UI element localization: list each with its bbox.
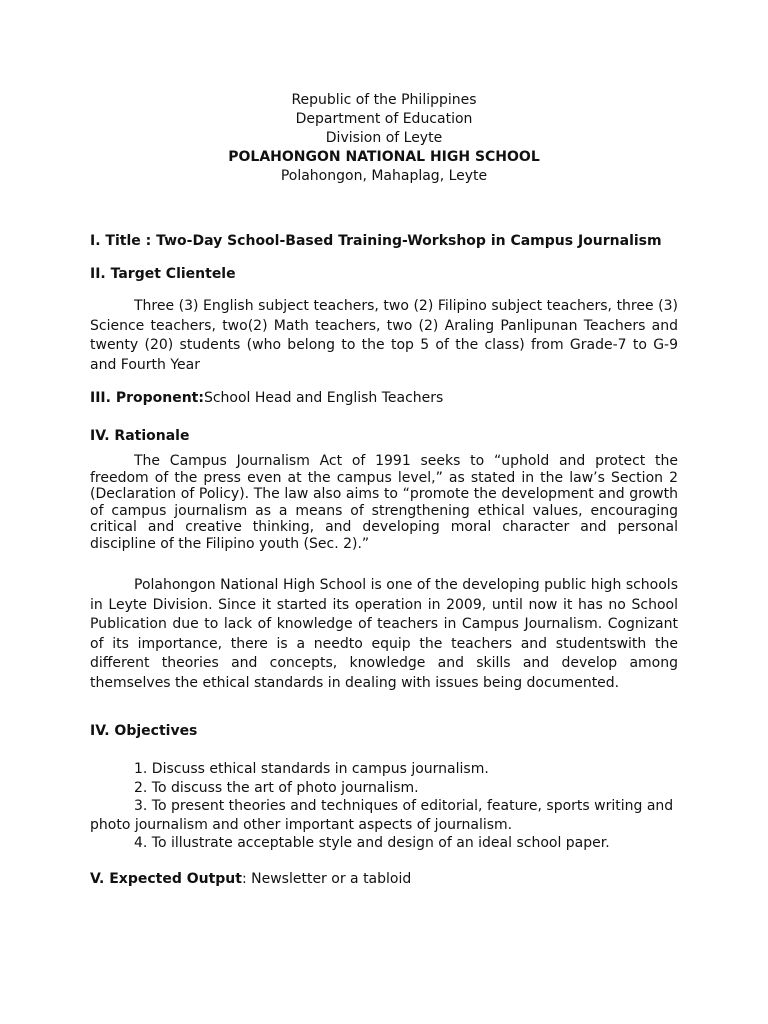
section-rationale-heading: IV. Rationale	[90, 428, 190, 444]
document-body	[90, 232, 678, 889]
proponent-label: III. Proponent:	[90, 390, 204, 406]
header-department: Department of Education	[295, 111, 473, 127]
rationale-paragraph-1: The Campus Journalism Act of 1991 seeks to “uphold and protect the freedom of the press even at the campus level,” as stated in the law’s Section 2 (Declaration of Policy). The law also aims to “promote the development and growth of campus journalism as a means of strengthening ethical values, encouraging critical and creative thinking, and developing moral character and personal discipline of the Filipino youth (Sec. 2).”	[90, 453, 678, 552]
section-title-heading: I. Title : Two-Day School-Based Training-Workshop in Campus Journalism	[90, 233, 662, 249]
header-school-name: POLAHONGON NATIONAL HIGH SCHOOL	[228, 149, 540, 165]
objective-item: 1. Discuss ethical standards in campus journalism.	[134, 761, 489, 777]
header-division: Division of Leyte	[325, 130, 443, 146]
section-objectives-heading: IV. Objectives	[90, 723, 198, 739]
objective-item: 3. To present theories and techniques of editorial, feature, sports writing and photo journalism and other important aspects of journalism.	[90, 798, 674, 833]
objectives-list	[90, 760, 678, 853]
objective-item: 4. To illustrate acceptable style and design of an ideal school paper.	[134, 835, 610, 851]
objective-item: 2. To discuss the art of photo journalism.	[134, 779, 419, 796]
header-republic: Republic of the Philippines	[291, 92, 477, 108]
section-proponent-heading	[90, 389, 678, 408]
letterhead	[0, 91, 768, 186]
rationale-paragraph-2: Polahongon National High School is one of the developing public high schools in Leyte Division. Since it started its operation in 2009, until now it has no School Publication due to lack of knowledge of teachers in Campus Journalism. Cognizant of its importance, there is a needto equip the teachers and studentswith the different theories and concepts, knowledge and skills and develop among themselves the ethical standards in dealing with issues being documented.	[90, 577, 678, 691]
proponent-text: School Head and English Teachers	[203, 390, 444, 406]
output-text: : Newsletter or a tabloid	[241, 870, 412, 887]
target-clientele-text: Three (3) English subject teachers, two (2) Filipino subject teachers, three (3) Science teachers, two(2) Math teachers, two (2) Araling Panlipunan Teachers and twenty (20) students (who belong to the top 5 of the class) from Grade-7 to G-9 and Fourth Year	[90, 298, 678, 373]
output-label: V. Expected Output	[90, 870, 242, 887]
header-address: Polahongon, Mahaplag, Leyte	[280, 168, 488, 184]
section-target-heading: II. Target Clientele	[90, 266, 236, 282]
section-output-heading	[90, 870, 678, 889]
